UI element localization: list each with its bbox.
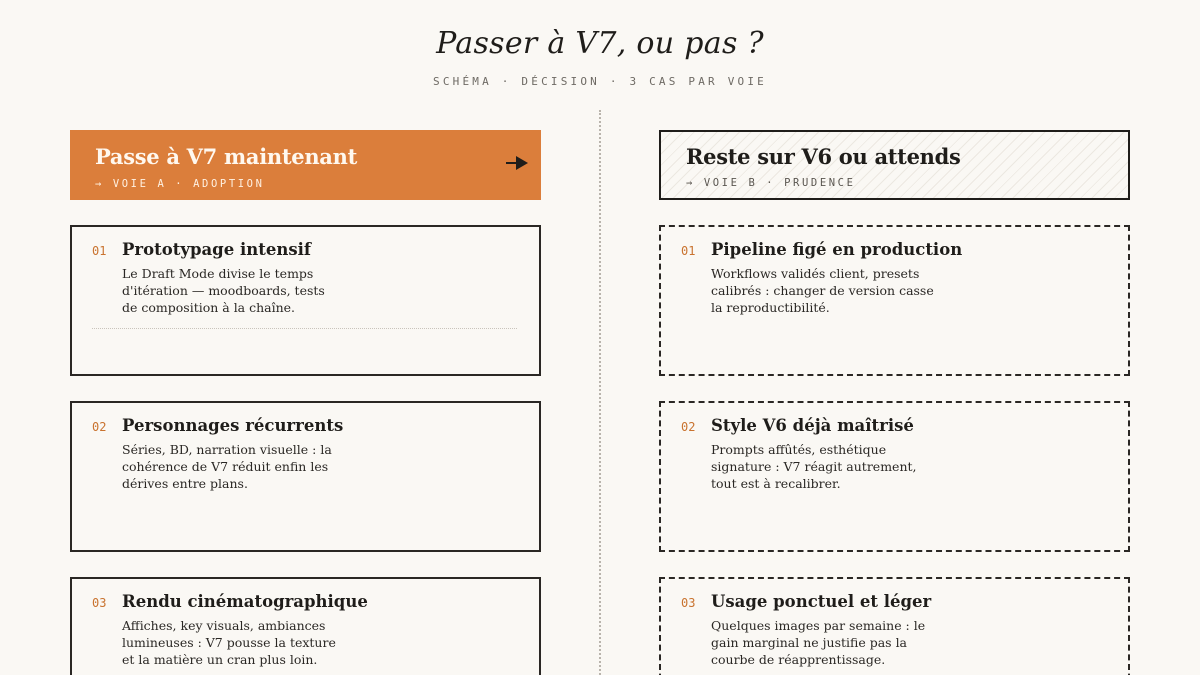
- page-title: Passer à V7, ou pas ?: [436, 26, 764, 61]
- path-b-card-3: [659, 577, 1130, 675]
- card-body: Affiches, key visuals, ambiances lumineuses : V7 pousse la texture et la matière un cran plus loin.: [122, 618, 336, 667]
- card-title: Rendu cinématographique: [122, 592, 368, 611]
- path-b-tag: → VOIE B · PRUDENCE: [686, 177, 856, 189]
- card-title: Usage ponctuel et léger: [711, 592, 932, 611]
- path-b-card-1: [659, 225, 1130, 376]
- path-a-header: [70, 130, 541, 200]
- card-title: Style V6 déjà maîtrisé: [711, 416, 914, 435]
- path-a-title: Passe à V7 maintenant: [95, 144, 357, 169]
- card-number: 03: [681, 596, 696, 610]
- page-subtitle: SCHÉMA · DÉCISION · 3 CAS PAR VOIE: [433, 75, 767, 88]
- path-a-card-1: [70, 225, 541, 376]
- path-a-card-3: [70, 577, 541, 675]
- card-number: 02: [681, 420, 696, 434]
- card-body: Workflows validés client, presets calibrés : changer de version casse la reproductibilité.: [711, 266, 934, 315]
- path-a-column: [70, 130, 541, 675]
- arrow-right-icon: [505, 154, 529, 172]
- path-a-card-2: [70, 401, 541, 552]
- center-divider: [599, 110, 601, 675]
- card-body: Séries, BD, narration visuelle : la cohérence de V7 réduit enfin les dérives entre plans.: [122, 442, 332, 491]
- card-number: 01: [92, 244, 107, 258]
- card-title: Prototypage intensif: [122, 240, 311, 259]
- path-b-header: [659, 130, 1130, 200]
- card-title: Personnages récurrents: [122, 416, 344, 435]
- path-b-column: [659, 130, 1130, 675]
- card-title: Pipeline figé en production: [711, 240, 963, 259]
- card-divider: [92, 328, 517, 329]
- card-number: 02: [92, 420, 107, 434]
- card-number: 03: [92, 596, 107, 610]
- path-b-title: Reste sur V6 ou attends: [686, 144, 961, 169]
- card-body: Prompts affûtés, esthétique signature : V7 réagit autrement, tout est à recalibrer.: [711, 442, 917, 491]
- path-b-card-2: [659, 401, 1130, 552]
- card-body: Le Draft Mode divise le temps d'itération — moodboards, tests de composition à la chaîne.: [122, 266, 325, 315]
- card-body: Quelques images par semaine : le gain marginal ne justifie pas la courbe de réapprentissage.: [711, 618, 926, 667]
- card-number: 01: [681, 244, 696, 258]
- path-a-tag: → VOIE A · ADOPTION: [95, 178, 265, 190]
